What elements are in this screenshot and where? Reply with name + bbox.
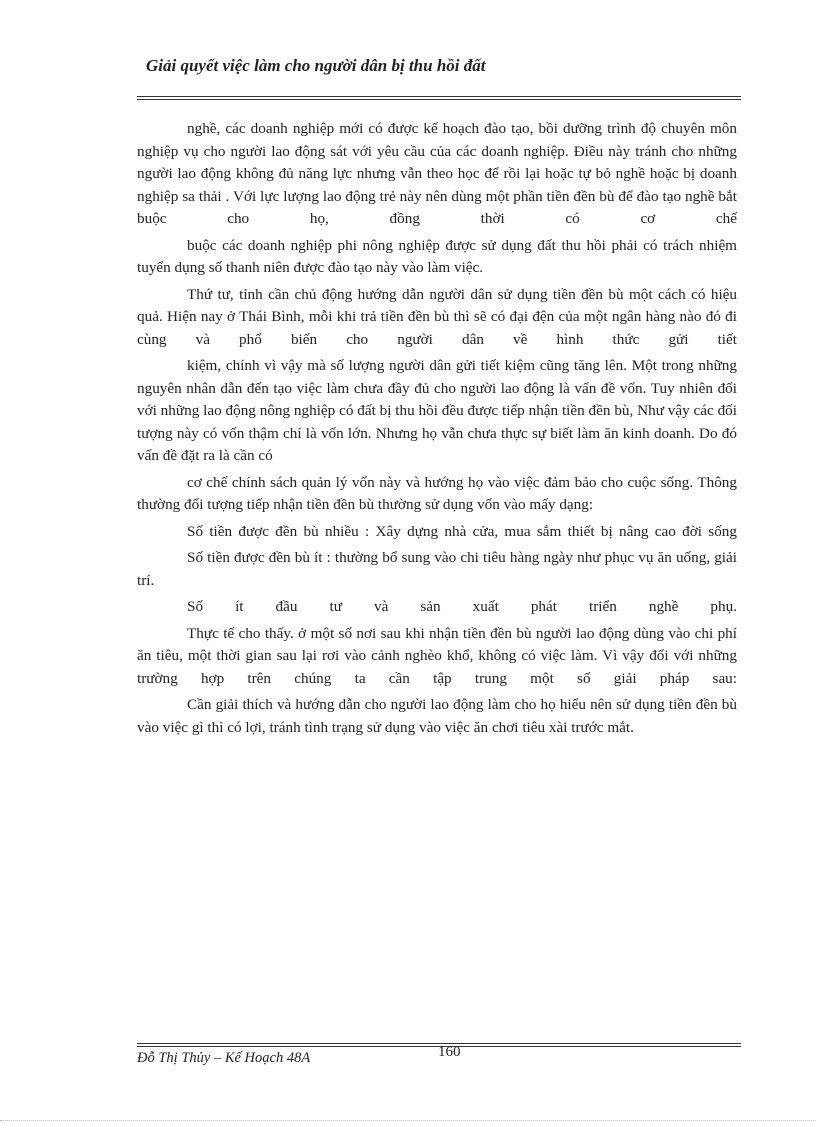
header-rule-top [137, 96, 741, 97]
paragraph: Cần giải thích và hướng dẫn cho người lao động làm cho họ hiểu nên sử dụng tiền đền bù vào việc gì thì có lợi, tránh tình trạng sử dụng vào việc ăn chơi tiêu xài trước mắt. [137, 696, 737, 736]
header-title: Giải quyết việc làm cho người dân bị thu hồi đất [146, 56, 486, 75]
page-number: 160 [438, 1044, 461, 1060]
header-rule-bottom [137, 99, 741, 100]
paragraph: Số tiền được đền bù ít : thường bổ sung vào chi tiêu hàng ngày như phục vụ ăn uống, giải trí. [137, 549, 737, 589]
footer-author: Đỗ Thị Thủy – Kế Hoạch 48A [137, 1050, 311, 1066]
paragraph: Số ít đầu tư và sản xuất phát triển nghề phụ. [187, 598, 737, 615]
paragraph: nghề, các doanh nghiệp mới có được kế hoạch đào tạo, bồi dưỡng trình độ chuyên môn nghiệp vụ cho người lao động sát với yêu cầu của các doanh nghiệp. Điều này tránh cho những người lao động không đủ năng lực nhưng vẫn theo học để rồi lại hoặc tự bỏ nghề hoặc bị doanh nghiệp sa thải . Với lực lượng lao động trẻ này nên dùng một phần tiền đền bù để đào tạo nghề bắt buộc cho họ, đồng thời có cơ chế [137, 120, 737, 227]
page-edge [0, 1120, 816, 1121]
paragraph: Số tiền được đền bù nhiều : Xây dựng nhà cửa, mua sắm thiết bị nâng cao đời sống [187, 522, 737, 540]
paragraph: kiệm, chính vì vậy mà số lượng người dân gửi tiết kiệm cũng tăng lên. Một trong những nguyên nhân dẫn đến tạo việc làm chưa đầy đủ cho người lao động là vấn đề vốn. Tuy nhiên đối với những lao động nông nghiệp có đất bị thu hồi đều được tiếp nhận tiền đền bù, Như vậy các đối tượng này có vốn thậm chí là vốn lớn. Nhưng họ vẫn chưa thực sự biết làm ăn kinh doanh. Do đó vấn đề đặt ra là cần có [137, 357, 737, 464]
paragraph: buộc các doanh nghiệp phi nông nghiệp được sử dụng đất thu hồi phải có trách nhiệm tuyển dụng số thanh niên được đào tạo này vào làm việc. [137, 236, 737, 276]
paragraph: cơ chế chính sách quản lý vốn này và hướng họ vào việc đảm bảo cho cuộc sống. Thông thường đối tượng tiếp nhận tiền đền bù thường sử dụng vốn vào mấy dạng: [137, 473, 737, 513]
paragraph: Thứ tư, tỉnh cần chủ động hướng dẫn người dân sử dụng tiền đền bù một cách có hiệu quả. Hiện nay ở Thái Bình, mỗi khi trả tiền đền bù thì sẽ có đại đện của một ngân hàng nào đó đi cùng và phổ biến cho người dân về hình thức gửi tiết [137, 285, 737, 348]
body-text [137, 118, 737, 739]
paragraph: Thực tế cho thấy. ở một số nơi sau khi nhận tiền đền bù người lao động dùng vào chi phí ăn tiêu, một thời gian sau lại rơi vào cảnh nghèo khổ, không có việc làm. Vì vậy đối với những trường hợp trên chúng ta cần tập trung một số giải pháp sau: [137, 624, 737, 687]
